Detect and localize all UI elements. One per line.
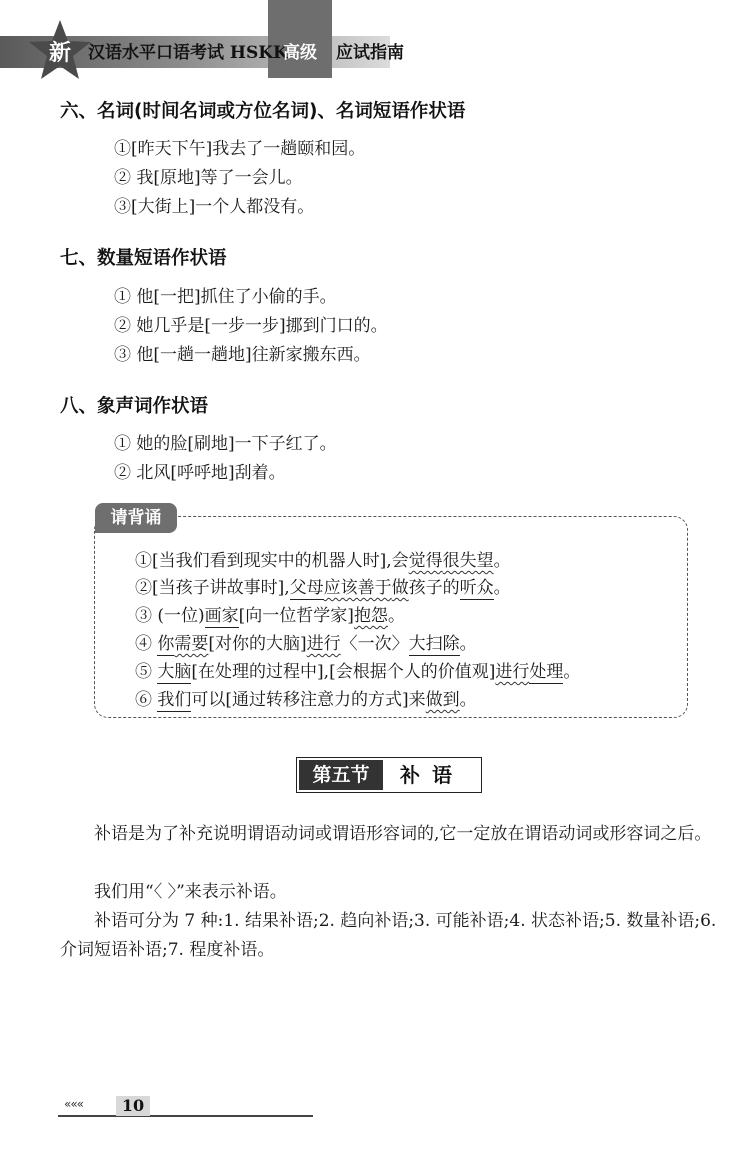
recite-item-1 [135, 546, 511, 571]
adverbial-bracket: [原地] [153, 168, 201, 188]
example-6-3 [114, 192, 314, 217]
adverbial-bracket: [向一位哲学家] [238, 606, 354, 626]
predicate: 做 [391, 578, 409, 598]
subject: 你 [157, 634, 175, 654]
header-level: 高级 [283, 43, 317, 63]
example-8-2 [114, 458, 286, 483]
adverbial-bracket: [一趟一趟地] [153, 345, 252, 365]
object: 听众 [459, 578, 494, 598]
double-chevron-left-icon: ««« [64, 1097, 84, 1111]
example-number: ② [114, 463, 131, 483]
body-paragraph-1: 补语是为了补充说明谓语动词或谓语形容词的,它一定放在谓语动词或形容词之后。 [94, 824, 712, 844]
modal: 可以 [191, 690, 226, 710]
example-text: 等了一会儿。 [200, 168, 303, 188]
subject: 父母 [289, 578, 324, 598]
example-number: ② [114, 168, 131, 188]
adverbial-bracket: [一步一步] [204, 316, 286, 336]
adverbial-bracket: [一把] [153, 287, 201, 307]
recite-label: 请背诵 [95, 503, 177, 533]
example-text: 他 [136, 287, 154, 307]
example-text: 我去了一趟颐和园。 [212, 139, 366, 159]
section-heading-8: 八、象声词作状语 [60, 396, 209, 417]
recite-item-2 [135, 573, 511, 598]
adverbial-bracket: [在处理的过程中] [191, 662, 324, 682]
example-8-1 [114, 429, 337, 454]
subject: 画家 [204, 606, 239, 626]
section-heading-7: 七、数量短语作状语 [60, 248, 227, 269]
adverbial-bracket: [当孩子讲故事时] [152, 578, 285, 598]
example-text: 刮着。 [234, 463, 286, 483]
punct: 。 [387, 606, 405, 626]
example-number: ① [114, 434, 131, 454]
example-text: 他 [136, 345, 154, 365]
adverbial-bracket: [刷地] [187, 434, 235, 454]
punct: , [323, 662, 330, 682]
recite-item-3 [135, 601, 405, 626]
item-number: ④ [135, 634, 152, 654]
object: 处理 [529, 662, 564, 682]
subject: 我们 [157, 690, 192, 710]
page-number: 10 [116, 1096, 150, 1116]
adverbial-bracket: [通过转移注意力的方式] [225, 690, 409, 710]
example-text: 抓住了小偷的手。 [200, 287, 337, 307]
star-badge-icon [28, 18, 92, 82]
header-level-box [268, 0, 332, 78]
predicate: 觉得 [408, 551, 443, 571]
example-number: ① [114, 287, 131, 307]
example-text: 我 [136, 168, 154, 188]
item-number: ① [135, 551, 152, 571]
example-number: ② [114, 316, 131, 336]
adverbial-bracket: [当我们看到现实中的机器人时] [152, 551, 387, 571]
recite-item-4 [135, 629, 477, 654]
adverbial-bracket: [昨天下午] [131, 139, 213, 159]
example-number: ① [114, 139, 131, 159]
example-number: ③ [114, 345, 131, 365]
item-number: ⑥ [135, 690, 152, 710]
punct: 。 [459, 634, 477, 654]
header-subtitle: 应试指南 [336, 43, 404, 63]
section-heading-6: 六、名词(时间名词或方位名词)、名词短语作状语 [60, 101, 466, 122]
punct: , [284, 578, 290, 598]
auxiliary: 来 [408, 690, 426, 710]
punct: , [386, 551, 392, 571]
adverbial-bracket: [呼呼地] [170, 463, 235, 483]
punct: 。 [459, 690, 477, 710]
punct: 。 [563, 662, 581, 682]
predicate: 抱怨 [353, 606, 388, 626]
attribute: (一位) [157, 606, 205, 626]
recite-item-5 [135, 657, 580, 682]
example-text: 往新家搬东西。 [251, 345, 371, 365]
adverbial-bracket: [对你的大脑] [208, 634, 307, 654]
section-title-number: 第五节 [299, 760, 383, 790]
header-title-text: 汉语水平口语考试 HSKK [88, 43, 288, 63]
example-7-3 [114, 340, 371, 365]
example-text: 一下子红了。 [234, 434, 337, 454]
item-number: ② [135, 578, 152, 598]
recite-item-6 [135, 685, 477, 710]
body-paragraph-3: 补语可分为 7 种:1. 结果补语;2. 趋向补语;3. 可能补语;4. 状态补语;5. 数量补语;6. 介词短语补语;7. 程度补语。 [60, 911, 717, 960]
example-text: 她几乎是 [136, 316, 205, 336]
complement: 〈一次〉 [340, 634, 409, 654]
body-paragraph-2: 我们用“〈 〉”来表示补语。 [94, 882, 287, 902]
predicate: 应该善于 [323, 578, 392, 598]
example-7-1 [114, 282, 337, 307]
example-6-2 [114, 163, 303, 188]
predicate: 进行 [495, 662, 530, 682]
example-text: 挪到门口的。 [285, 316, 388, 336]
item-number: ③ [135, 606, 152, 626]
object: 很失望 [442, 551, 494, 571]
example-number: ③ [114, 197, 131, 217]
predicate: 需要 [174, 634, 209, 654]
section-title-name: 补语 [400, 763, 464, 787]
header-badge-text: 新 [48, 40, 72, 66]
example-text: 一个人都没有。 [195, 197, 315, 217]
predicate: 进行 [306, 634, 341, 654]
footer-rule [58, 1115, 313, 1117]
example-6-1 [114, 134, 365, 159]
example-text: 她的脸 [136, 434, 188, 454]
predicate: 做到 [425, 690, 460, 710]
punct: 。 [493, 578, 511, 598]
adverbial-bracket: [会根据个人的价值观] [329, 662, 496, 682]
object: 大扫除 [408, 634, 460, 654]
item-number: ⑤ [135, 662, 152, 682]
attribute: 孩子的 [408, 578, 460, 598]
header-title [88, 40, 288, 66]
punct: 。 [493, 551, 511, 571]
modal: 会 [391, 551, 409, 571]
subject: 大脑 [157, 662, 192, 682]
example-text: 北风 [136, 463, 171, 483]
adverbial-bracket: [大街上] [131, 197, 196, 217]
example-7-2 [114, 311, 388, 336]
